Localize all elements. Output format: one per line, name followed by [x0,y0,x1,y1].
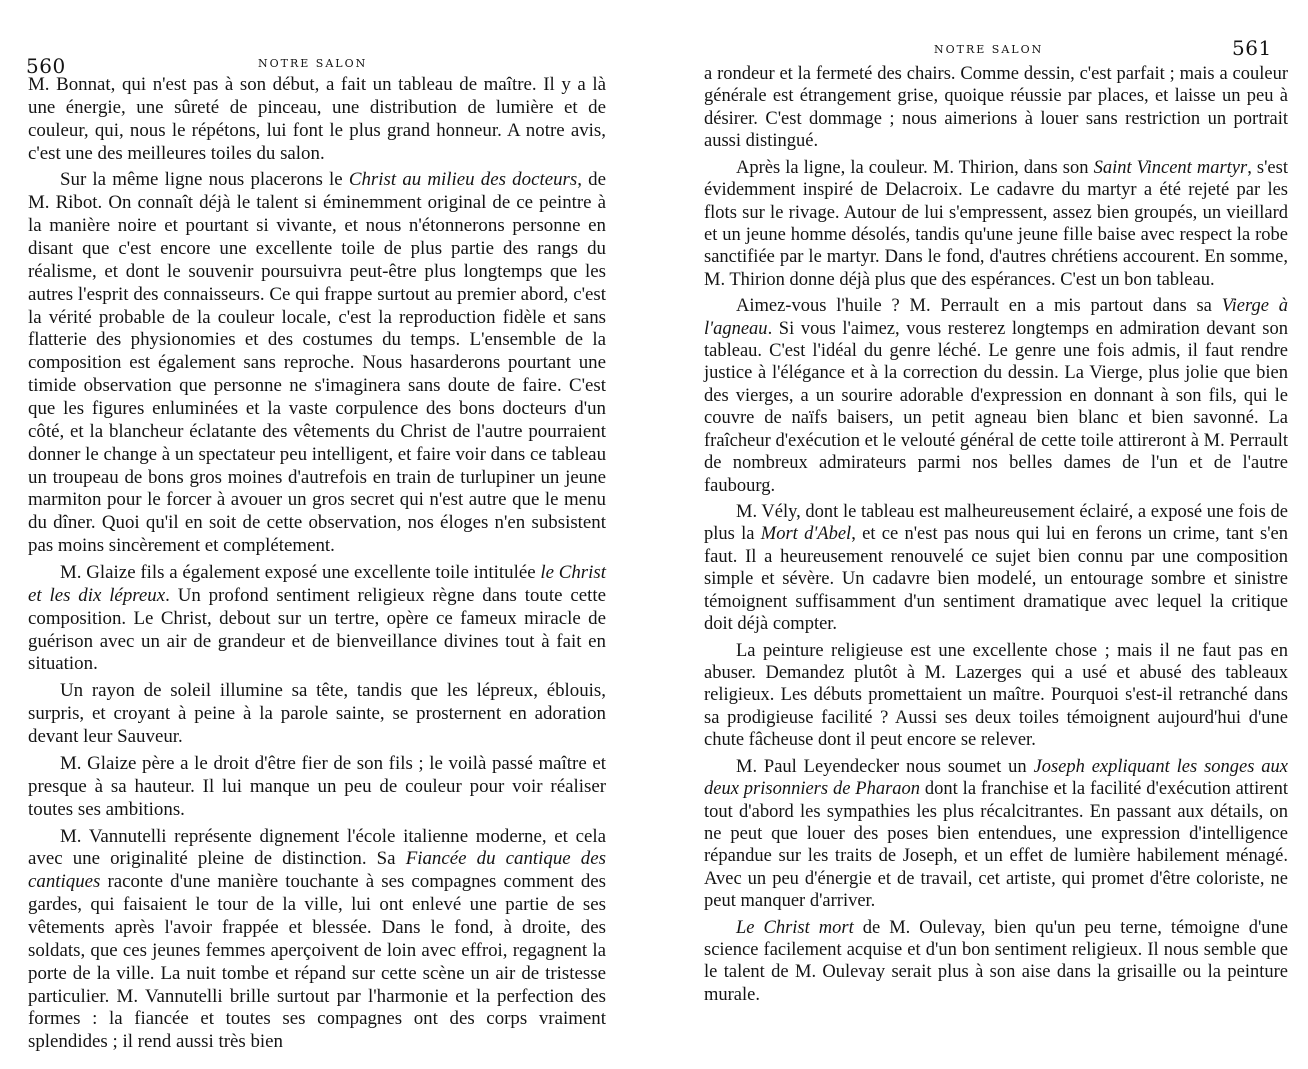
paragraph-text: Un rayon de soleil illumine sa tête, tandis que les lépreux, éblouis, surpris, et croyant à peine à la parole sainte, se prosternent en adoration devant leur Sauveur. [28,680,606,748]
artwork-title: Mort d'Abel [760,524,852,545]
artwork-title: Joseph expliquant les songes aux deux prisonniers de Pharaon [704,756,1288,800]
paragraph-text: La peinture religieuse est une excellente chose ; mais il ne faut pas en abuser. Demandez plutôt à M. Lazerges qui a usé et abusé des tableaux religieux. Les débuts promettaient un maître. Pourquoi s'est-il retranché dans sa prodigieuse facilité ? Aussi ses deux toiles témoignent aujourd'hui d'une chute fâcheuse dont il peut encore se relever. [704,640,1288,751]
artwork-title: Fiancée du cantique des cantiques [28,848,606,893]
paragraph [28,753,606,822]
paragraph-text: a rondeur et la fermeté des chairs. Comme dessin, c'est parfait ; mais a couleur générale est étrangement grise, quoique réussie par places, et laisse un peu à désirer. C'est dommage ; nous aimerions à louer sans restriction un portrait aussi distingué. [704,64,1288,152]
paragraph [704,63,1288,153]
paragraph-text: M. Bonnat, qui n'est pas à son début, a fait un tableau de maître. Il y a là une énergie, une sûreté de pinceau, une distribution de lumière et de couleur, qui, nous le répétons, lui font le plus grand honneur. A notre avis, c'est une des meilleures toiles du salon. [28,74,606,164]
page-number: 561 [1232,36,1272,60]
paragraph-text: M. Glaize fils a également exposé une excellente toile intitulée [60,562,541,584]
running-head: NOTRE SALON [934,43,1044,56]
paragraph [28,826,606,1055]
paragraph-text: raconte d'une manière touchante à ses compagnes comment des gardes, qui faisaient le tour de la ville, lui ont enlevé une partie de ses vêtements après l'avoir frappée et blessée. Dans le fond, à droite, des soldats, que ces jeunes femmes aperçoivent de loin avec effroi, regagnent la porte de la ville. La nuit tombe et répand sur cette scène un air de tristesse particulier. M. Vannutelli brille surtout par l'harmonie et la perfection des formes : la fiancée et toutes ses compagnes ont des corps vraiment splendides ; il rend aussi très bien [28,871,606,1053]
right-page [654,0,1308,1069]
page-number: 560 [26,54,66,78]
paragraph [28,169,606,558]
paragraph-text: . Si vous l'aimez, vous resterez longtemps en admiration devant son tableau. C'est l'idéal du genre léché. Le genre une fois admis, il faut rendre justice à l'élégance et à la correction du dessin. La Vierge, plus jolie que bien des vierges, a un sourire adorable d'expression en donnant à son fils, qui le couvre de naïfs baisers, un petit agneau bien blanc et bien savonné. La fraîcheur d'exécution et le velouté général de cette toile attireront à M. Perrault de nombreux admirateurs parmi nos belles dames de l'un et de l'autre faubourg. [704,318,1288,496]
paragraph [704,501,1288,636]
artwork-title: Christ au milieu des docteurs [348,169,578,191]
paragraph-text: dont la franchise et la facilité d'exécution attirent tout d'abord les sympathies les plus récalcitrantes. En passant aux détails, on ne peut que louer des poses bien entendues, une expression d'intelligence répandue sur les traits de Joseph, et un effet de lumière habilement ménagé. Avec un peu d'énergie et de travail, cet artiste, qui promet d'être coloriste, ne peut manquer d'arriver. [704,779,1288,912]
paragraph [704,756,1288,913]
paragraph-text: , de M. Ribot. On connaît déjà le talent si éminemment original de ce peintre à la manière noire et pourtant si vivante, et nous n'étonnerons personne en disant que c'est encore une excellente toile de plus partie des rangs du réalisme, et dont le souvenir poursuivra peut-être plus longtemps que les autres l'esprit des connaisseurs. Ce qui frappe surtout au premier abord, c'est la vérité probable de la couleur locale, c'est la reproduction fidèle et sans flatterie des physionomies et des costumes du temps. L'ensemble de la composition est également sans reproche. Nous hasarderons pourtant une timide observation que personne ne s'imaginera sans doute de faire. C'est que les figures enluminées et la vaste corpulence des bons docteurs d'un côté, et la blancheur éclatante des vêtements du Christ de l'autre pourraient donner le change à un spectateur peu intelligent, et faire voir dans ce tableau un troupeau de bons gros moines d'autrefois en train de turlupiner un jeune marmiton pour le forcer à avouer un gros secret qui n'est autre que le menu du dîner. Quoi qu'il en soit de cette observation, nos éloges n'en subsistent pas moins sincèrement et complétement. [28,169,607,557]
paragraph-text: , s'est évidemment inspiré de Delacroix. Le cadavre du martyr a été rejeté par les flots sur le rivage. Autour de lui s'empressent, assez bien groupés, un vieillard et un jeune homme désolés, tandis qu'une jeune fille baise avec respect la robe sanctifiée par le martyr. Dans le fond, d'autres chrétiens accourent. En somme, M. Thirion donne déjà plus que des espérances. C'est un bon tableau. [704,157,1288,290]
paragraph [704,295,1288,497]
paragraph [704,917,1288,1007]
paragraph-text: Sur la même ligne nous placerons le [60,169,349,191]
paragraph [28,74,606,165]
paragraph-text: . Un profond sentiment religieux règne dans toute cette composition. Le Christ, debout sur un tertre, opère ce fameux miracle de guérison avec un air de grandeur et de bienveillance divines tout à fait en situation. [28,584,606,675]
artwork-title: le Christ et les dix lépreux [28,562,606,606]
paragraph-text: M. Paul Leyendecker nous soumet un [736,756,1034,777]
paragraph-text: , et ce n'est pas nous qui lui en ferons un crime, tant s'en faut. Il a heureusement renouvelé ce sujet bien connu par une composition simple et sévère. Un cadavre bien modelé, un entourage sombre et sinistre témoignent suffisamment d'un sentiment dramatique avec lequel la critique doit déjà compter. [704,524,1288,635]
paragraph [28,680,606,749]
artwork-title: Saint Vincent martyr [1093,157,1248,178]
running-head: NOTRE SALON [258,57,368,70]
paragraph-text: Après la ligne, la couleur. M. Thirion, dans son [736,157,1094,178]
paragraph-text: Aimez-vous l'huile ? M. Perrault en a mis partout dans sa [736,296,1222,317]
paragraph [704,157,1288,292]
paragraph-text: M. Vannutelli représente dignement l'école italienne moderne, et cela avec une originalité pleine de distinction. Sa [28,825,606,870]
paragraph-text: M. Glaize père a le droit d'être fier de son fils ; le voilà passé maître et presque à sa hauteur. Il lui manque un peu de couleur pour voir réaliser toutes ses ambitions. [28,752,606,820]
paragraph [28,562,606,676]
artwork-title: Le Christ mort [736,917,854,938]
artwork-title: Vierge à l'agneau [704,296,1288,339]
left-page-body [28,74,606,1058]
right-page-body [704,63,1288,1010]
paragraph-text: M. Vély, dont le tableau est malheureusement éclairé, a exposé une fois de plus la [704,502,1288,545]
paragraph [704,640,1288,752]
paragraph-text: de M. Oulevay, bien qu'un peu terne, témoigne d'une science facilement acquise et d'un bon sentiment religieux. Il nous semble que le talent de M. Oulevay serait plus à son aise dans la grisaille ou la peinture murale. [704,917,1289,1005]
